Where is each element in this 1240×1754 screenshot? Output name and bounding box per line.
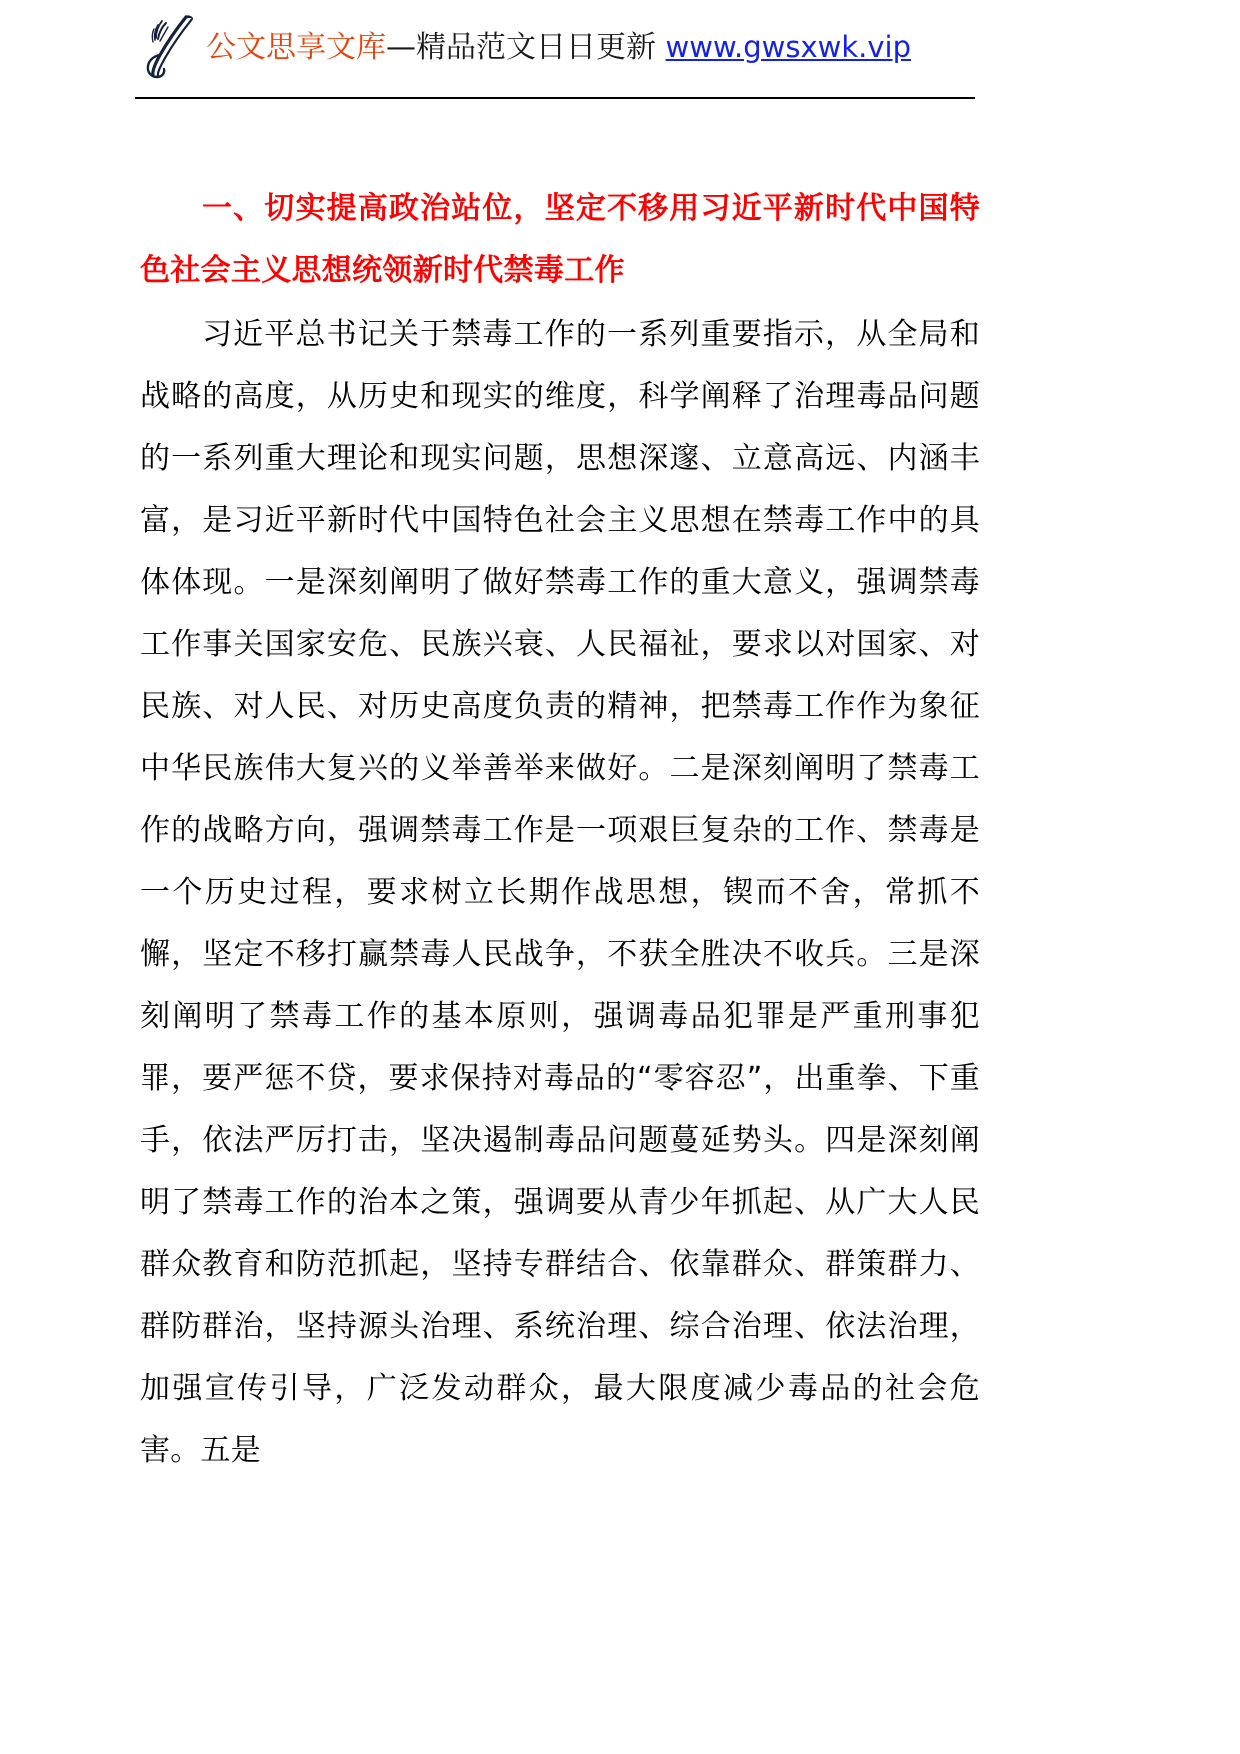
brand-title: [206, 30, 912, 65]
body-paragraph-1: 习近平总书记关于禁毒工作的一系列重要指示，从全局和战略的高度，从历史和现实的维度，科学阐释了治理毒品问题的一系列重大理论和现实问题，思想深邃、立意高远、内涵丰富，是习近平新时代中国特色社会主义思想在禁毒工作中的具体体现。一是深刻阐明了做好禁毒工作的重大意义，强调禁毒工作事关国家安危、民族兴衰、人民福祉，要求以对国家、对民族、对人民、对历史高度负责的精神，把禁毒工作作为象征中华民族伟大复兴的义举善举来做好。二是深刻阐明了禁毒工作的战略方向，强调禁毒工作是一项艰巨复杂的工作、禁毒是一个历史过程，要求树立长期作战思想，锲而不舍，常抓不懈，坚定不移打赢禁毒人民战争，不获全胜决不收兵。三是深刻阐明了禁毒工作的基本原则，强调毒品犯罪是严重刑事犯罪，要严惩不贷，要求保持对毒品的“零容忍”，出重拳、下重手，依法严厉打击，坚决遏制毒品问题蔓延势头。四是深刻阐明了禁毒工作的治本之策，强调要从青少年抓起、从广大人民群众教育和防范抓起，坚持专群结合、依靠群众、群策群力、群防群治，坚持源头治理、系统治理、综合治理、依法治理，加强宣传引导，广泛发动群众，最大限度减少毒品的社会危害。五是: [140, 317, 980, 1468]
section-heading-1: 一、切实提高政治站位，坚定不移用习近平新时代中国特色社会主义思想统领新时代禁毒工作: [140, 191, 980, 288]
site-url-link[interactable]: www.gwsxwk.vip: [665, 30, 912, 64]
page-header: [0, 0, 1240, 100]
brand-bar: [140, 6, 1100, 92]
brand-tagline: —精品范文日日更新: [386, 30, 656, 65]
calligraphy-feather-logo-icon: [140, 11, 202, 83]
document-body: [140, 178, 980, 1482]
header-divider: [135, 97, 975, 99]
brand-name: 公文思享文库: [206, 30, 386, 65]
